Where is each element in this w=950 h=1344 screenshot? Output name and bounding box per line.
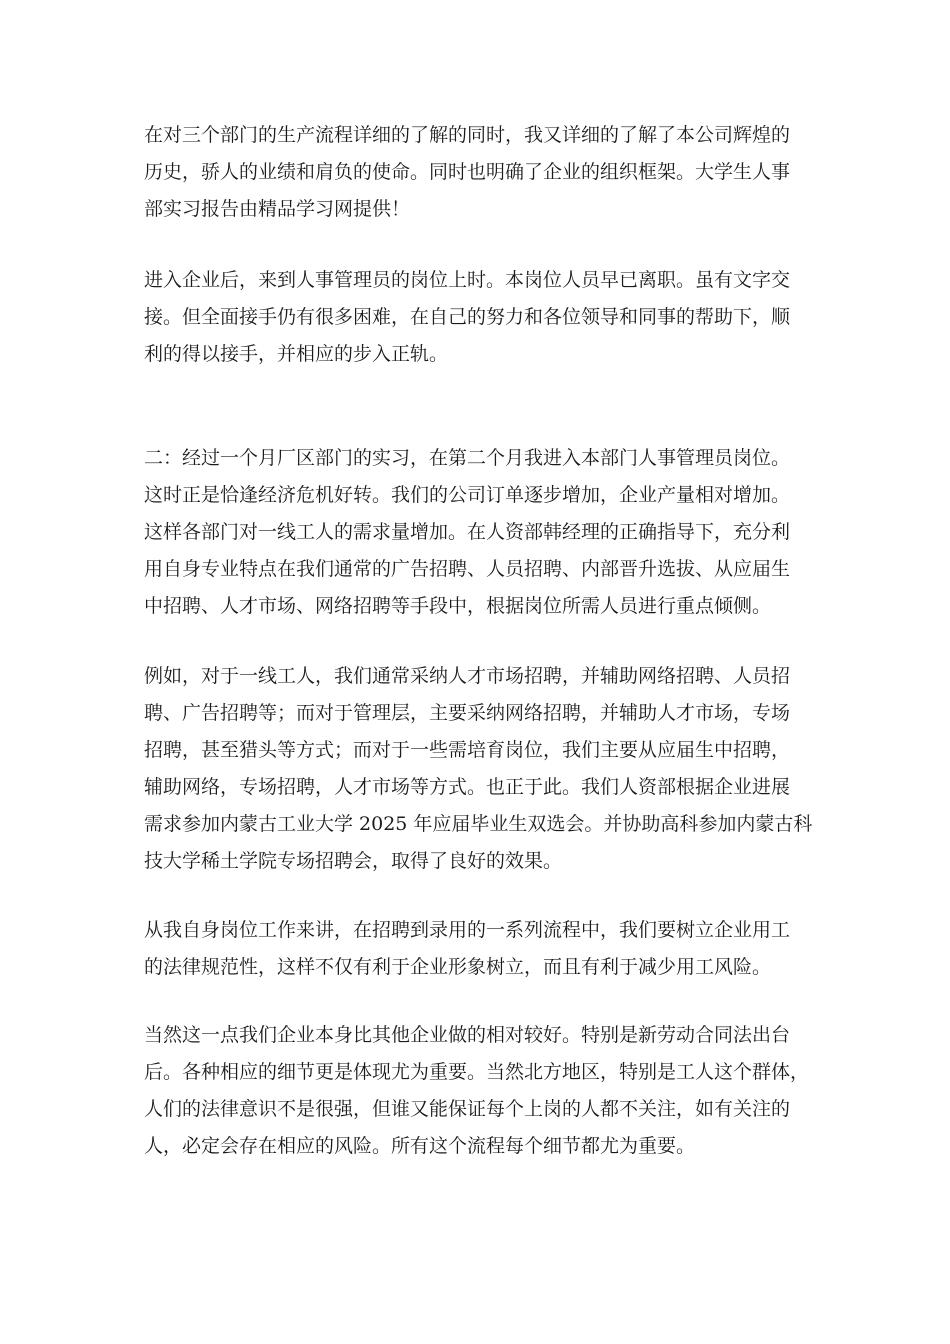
text-line: 利的得以接手，并相应的步入正轨。 [144,343,449,365]
paragraph-6 [144,1017,814,1165]
paragraph-4 [144,658,814,880]
text-line: 部实习报告由精品学习网提供！ [144,198,411,220]
text-line: 进入企业后，来到人事管理员的岗位上时。本岗位人员早已离职。虽有文字交 [144,269,791,291]
text-line: 聘、广告招聘等；而对于管理层，主要采纳网络招聘，并辅助人才市场，专场 [144,702,791,724]
text-line: 招聘，甚至猎头等方式；而对于一些需培育岗位，我们主要从应届生中招聘， [144,739,791,761]
text-line: 后。各种相应的细节更是体现尤为重要。当然北方地区，特别是工人这个群体， [144,1061,810,1083]
text-line: 人们的法律意识不是很强，但谁又能保证每个上岗的人都不关注，如有关注的 [144,1098,791,1120]
text-line: 当然这一点我们企业本身比其他企业做的相对较好。特别是新劳动合同法出台 [144,1024,791,1046]
paragraph-1 [144,117,814,228]
paragraph-2 [144,262,814,373]
text-line: 这时正是恰逢经济危机好转。我们的公司订单逐步增加，企业产量相对增加。 [144,484,791,506]
text-line: 技大学稀土学院专场招聘会，取得了良好的效果。 [144,850,563,872]
paragraph-3 [144,440,814,625]
paragraph-5 [144,912,814,986]
text-line: 在对三个部门的生产流程详细的了解的同时，我又详细的了解了本公司辉煌的 [144,124,791,146]
text-line: 辅助网络，专场招聘，人才市场等方式。也正于此。我们人资部根据企业进展 [144,776,791,798]
text-line: 人，必定会存在相应的风险。所有这个流程每个细节都尤为重要。 [144,1135,696,1157]
text-line: 中招聘、人才市场、网络招聘等手段中，根据岗位所需人员进行重点倾侧。 [144,595,772,617]
text-line: 用自身专业特点在我们通常的广告招聘、人员招聘、内部晋升选拔、从应届生 [144,558,791,580]
text-line: 接。但全面接手仍有很多困难，在自己的努力和各位领导和同事的帮助下，顺 [144,306,791,328]
text-line: 历史，骄人的业绩和肩负的使命。同时也明确了企业的组织框架。大学生人事 [144,161,791,183]
text-line: 这样各部门对一线工人的需求量增加。在人资部韩经理的正确指导下，充分利 [144,521,791,543]
text-line: 二：经过一个月厂区部门的实习，在第二个月我进入本部门人事管理员岗位。 [144,447,791,469]
text-line: 从我自身岗位工作来讲，在招聘到录用的一系列流程中，我们要树立企业用工 [144,919,791,941]
text-line: 需求参加内蒙古工业大学 2025 年应届毕业生双选会。并协助高科参加内蒙古科 [144,813,813,835]
text-line: 例如，对于一线工人，我们通常采纳人才市场招聘，并辅助网络招聘、人员招 [144,665,791,687]
text-line: 的法律规范性，这样不仅有利于企业形象树立，而且有利于减少用工风险。 [144,956,772,978]
